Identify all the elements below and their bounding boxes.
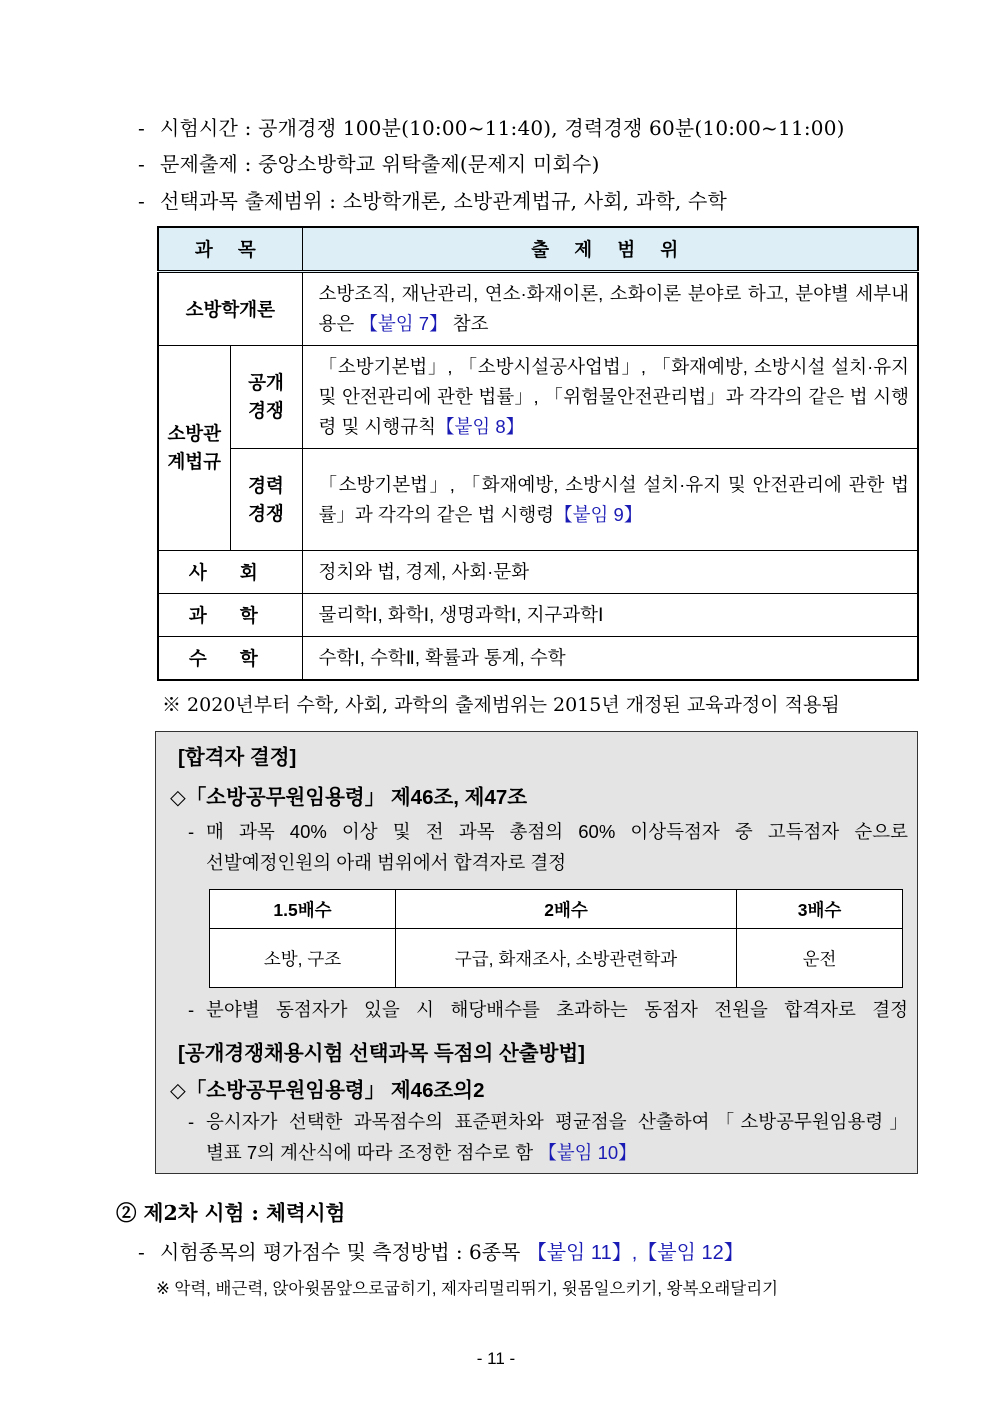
- subject-science: 과 학: [158, 594, 302, 637]
- ref-attachment-9: 【붙임 9】: [554, 503, 643, 525]
- subject-fire-science: 소방학개론: [158, 272, 302, 346]
- score-method-title: [공개경쟁채용시험 선택과목 득점의 산출방법]: [178, 1042, 585, 1065]
- subject-open-competition: 공개경쟁: [230, 346, 302, 449]
- subject-career-competition: 경력경쟁: [230, 449, 302, 551]
- multiple-value-2: 구급, 화재조사, 소방관련학과: [396, 929, 737, 988]
- scope-math: 수학Ⅰ, 수학Ⅱ, 확률과 통계, 수학: [302, 637, 918, 681]
- ref-attachment-8: 【붙임 8】: [436, 416, 525, 437]
- pass-rule: - 매 과목 40% 이상 및 전 과목 총점의 60% 이상득점자 중 고득점자 순으로 선발예정인원의 아래 범위에서 합격자로 결정: [188, 821, 908, 873]
- scope-society: 정치와 법, 경제, 사회·문화: [302, 551, 918, 594]
- exam-scope-table: [157, 226, 919, 681]
- tie-rule: - 분야별 동점자가 있을 시 해당배수를 초과하는 동점자 전원을 합격자로 결정: [188, 999, 908, 1020]
- multiple-header-3: 3배수: [737, 890, 903, 929]
- elective-scope-line: - 선택과목 출제범위 : 소방학개론, 소방관계법규, 사회, 과학, 수학: [138, 189, 728, 213]
- ref-attachment-11-12: 【붙임 11】,【붙임 12】: [526, 1242, 744, 1264]
- score-method-rule: - 응시자가 선택한 과목점수의 표준편차와 평균점을 산출하여「소방공무원임용령」 별표 7의 계산식에 따라 조정한 점수로 함 【붙임 10】: [188, 1111, 908, 1163]
- pass-decision-title: [합격자 결정]: [178, 746, 297, 769]
- multiple-header-1-5: 1.5배수: [210, 890, 396, 929]
- score-method-law-ref: ◇「소방공무원임용령」 제46조의2: [170, 1079, 485, 1102]
- exam-time-line: - 시험시간 : 공개경쟁 100분(10:00~11:40), 경력경쟁 60분(10:00~11:00): [138, 116, 845, 140]
- scope-career-competition: 「소방기본법」, 「화재예방, 소방시설 설치·유지 및 안전관리에 관한 법률」과 각각의 같은 법 시행령【붙임 9】: [302, 449, 918, 551]
- pass-decision-law-ref: ◇「소방공무원임용령」 제46조, 제47조: [170, 786, 528, 809]
- curriculum-note: ※ 2020년부터 수학, 사회, 과학의 출제범위는 2015년 개정된 교육과정이 적용됨: [162, 694, 840, 716]
- fitness-events-note: ※ 악력, 배근력, 앉아윗몸앞으로굽히기, 제자리멀리뛰기, 윗몸일으키기, 왕복오래달리기: [156, 1280, 779, 1298]
- scope-science: 물리학Ⅰ, 화학Ⅰ, 생명과학Ⅰ, 지구과학Ⅰ: [302, 594, 918, 637]
- subject-math: 수 학: [158, 637, 302, 681]
- ref-attachment-7: 【붙임 7】: [359, 313, 448, 334]
- section-2-heading: ② 제2차 시험 : 체력시험: [116, 1201, 346, 1225]
- fitness-events-line: - 시험종목의 평가점수 및 측정방법 : 6종목 【붙임 11】,【붙임 12】: [138, 1240, 744, 1264]
- ref-attachment-10: 【붙임 10】: [538, 1142, 637, 1163]
- multiple-value-3: 운전: [737, 929, 903, 988]
- header-subject: 과 목: [158, 227, 302, 272]
- header-scope: 출 제 범 위: [302, 227, 918, 272]
- subject-fire-law: 소방관계법규: [158, 346, 230, 551]
- page-number: - 11 -: [476, 1349, 516, 1368]
- subject-society: 사 회: [158, 551, 302, 594]
- scope-fire-science: 소방조직, 재난관리, 연소·화재이론, 소화이론 분야로 하고, 분야별 세부내용은 【붙임 7】 참조: [302, 272, 918, 346]
- selection-multiple-table: [209, 889, 903, 988]
- multiple-header-2: 2배수: [396, 890, 737, 929]
- scope-open-competition: 「소방기본법」, 「소방시설공사업법」, 「화재예방, 소방시설 설치·유지 및 안전관리에 관한 법률」, 「위험물안전관리법」과 각각의 같은 법 시행령 및 시행규칙【붙임 8】: [302, 346, 918, 449]
- question-setting-line: - 문제출제 : 중앙소방학교 위탁출제(문제지 미회수): [138, 152, 600, 176]
- multiple-value-1-5: 소방, 구조: [210, 929, 396, 988]
- pass-decision-box: [155, 731, 918, 1174]
